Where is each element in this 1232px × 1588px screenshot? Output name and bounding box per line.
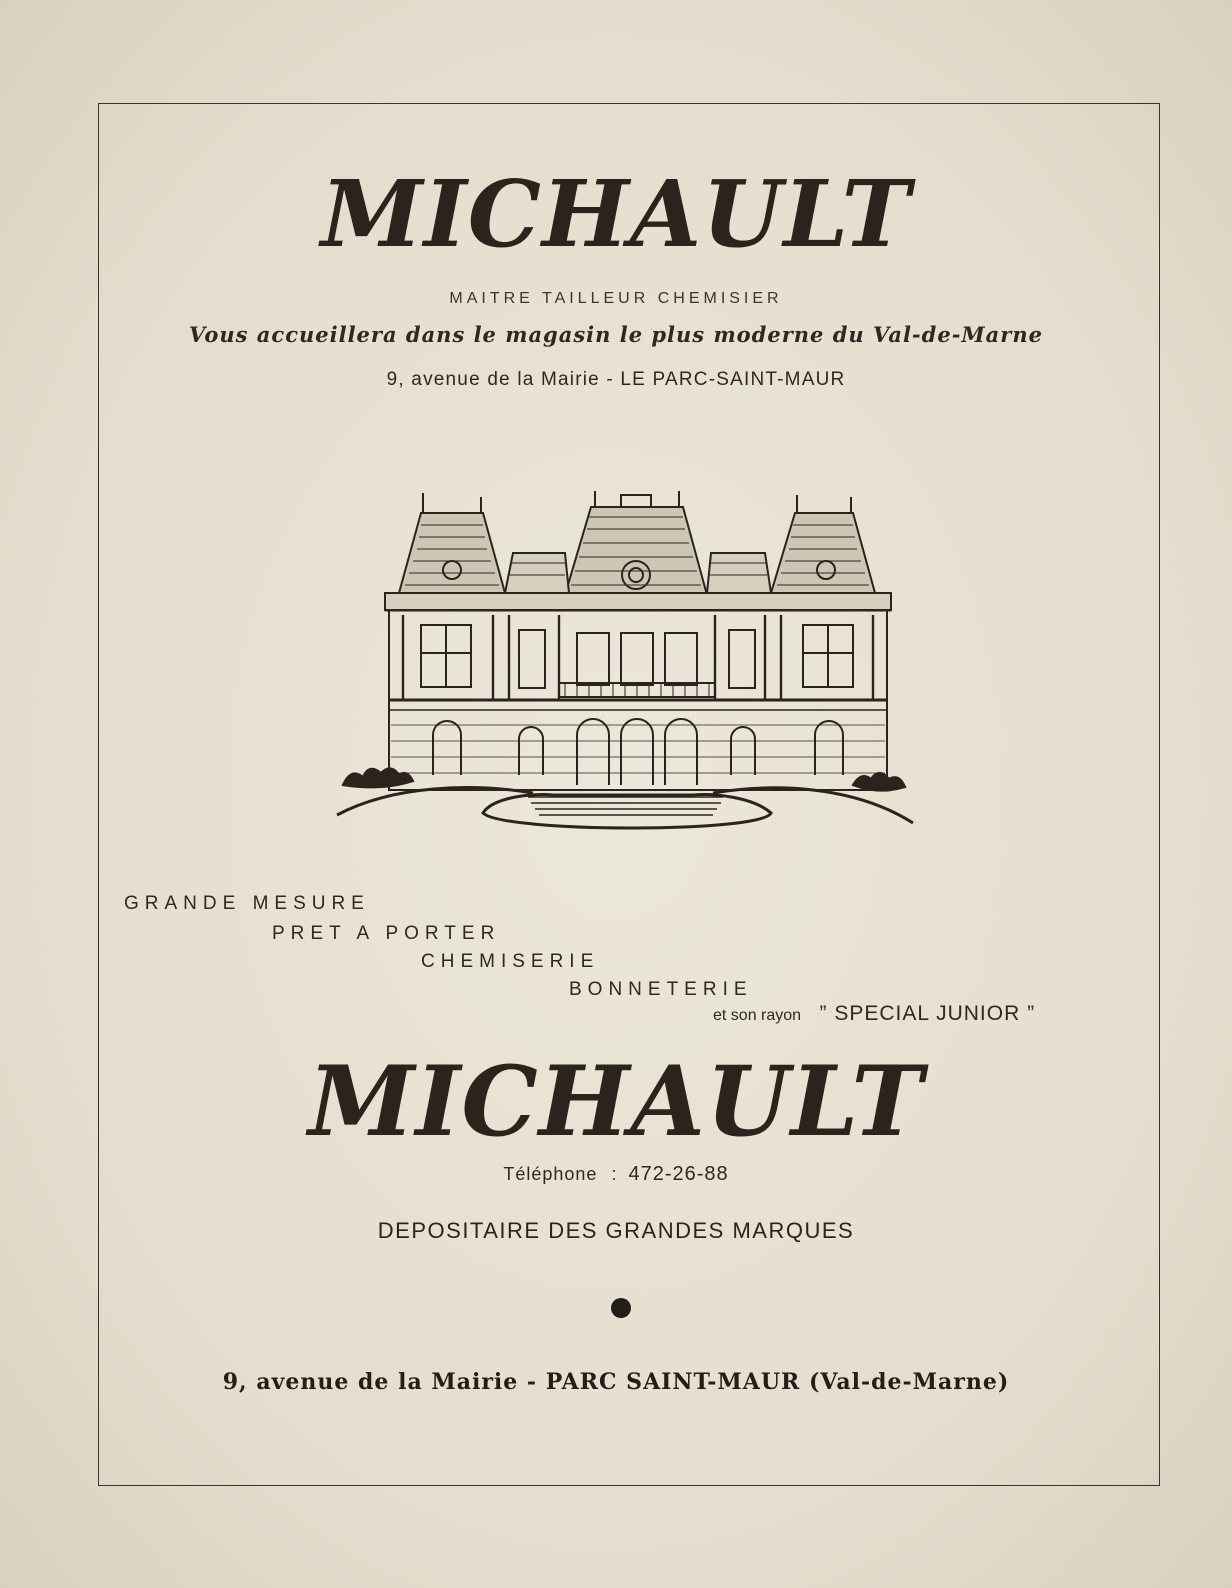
bullet-dot bbox=[611, 1298, 631, 1318]
service-grande-mesure: GRANDE MESURE bbox=[124, 893, 370, 914]
junior-name: ” SPECIAL JUNIOR ” bbox=[819, 1002, 1036, 1025]
brand-title-top: MICHAULT bbox=[320, 160, 912, 268]
junior-prefix: et son rayon bbox=[713, 1007, 802, 1024]
brand-title-bottom: MICHAULT bbox=[308, 1045, 924, 1158]
town-hall-illustration bbox=[333, 485, 917, 840]
brands-depositary: DEPOSITAIRE DES GRANDES MARQUES bbox=[377, 1218, 855, 1243]
junior-department-line bbox=[713, 1002, 1035, 1026]
phone-number: 472-26-88 bbox=[628, 1163, 729, 1185]
service-bonneterie: BONNETERIE bbox=[569, 979, 753, 1000]
phone-line bbox=[0, 1163, 1232, 1186]
brand-subtitle: MAITRE TAILLEUR CHEMISIER bbox=[449, 290, 783, 307]
address-bottom: 9, avenue de la Mairie - PARC SAINT-MAUR (Val-de-Marne) bbox=[222, 1369, 1010, 1395]
address-top: 9, avenue de la Mairie - LE PARC-SAINT-MAUR bbox=[386, 369, 846, 390]
phone-separator: : bbox=[611, 1164, 617, 1184]
service-chemiserie: CHEMISERIE bbox=[421, 951, 600, 972]
welcome-line: Vous accueillera dans le magasin le plus moderne du Val-de-Marne bbox=[189, 322, 1043, 347]
phone-label: Téléphone bbox=[503, 1164, 598, 1184]
service-pret-a-porter: PRET A PORTER bbox=[272, 923, 501, 944]
